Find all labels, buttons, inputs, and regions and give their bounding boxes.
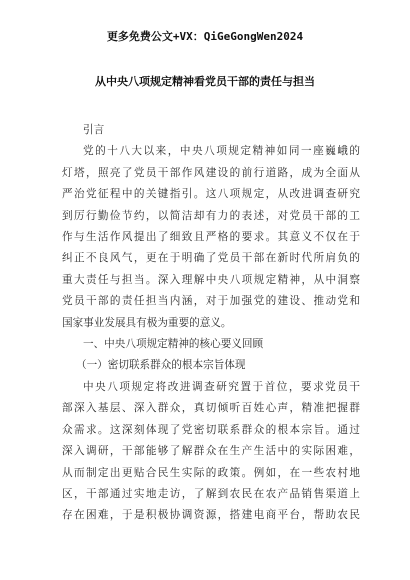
paragraph-line: 存在困难，于是积极协调资源，搭建电商平台，帮助农民: [62, 509, 360, 522]
paragraph-line: 深入调研，干部能够了解群众在生产生活中的实际困难，: [62, 445, 360, 458]
paragraph-line: 作与生活作风提出了细致且严格的要求。其意义不仅在于: [62, 231, 360, 244]
paragraph-line: 纠正不良风气，更在于明确了党员干部在新时代所肩负的: [62, 252, 360, 265]
paragraph-line: 灯塔，照亮了党员干部作风建设的前行道路，成为全面从: [62, 166, 360, 179]
intro-paragraph: [62, 141, 360, 334]
paragraph-line: 区，干部通过实地走访，了解到农民在农产品销售渠道上: [62, 487, 360, 500]
intro-heading: 引言: [83, 124, 105, 136]
paragraph-line: 从而制定出更贴合民生实际的政策。例如，在一些农村地: [62, 466, 360, 479]
page-header: 更多免费公文+VX：QiGeGongWen2024: [106, 30, 304, 43]
section-heading: 一、中央八项规定精神的核心要义回顾: [83, 338, 264, 351]
document-body: [62, 120, 360, 527]
paragraph-line: 重大责任与担当。深入理解中央八项规定精神，从中洞察: [62, 273, 360, 286]
paragraph-line: 众需求。这深刻体现了党密切联系群众的根本宗旨。通过: [62, 423, 360, 436]
paragraph-line: 部深入基层、深入群众，真切倾听百姓心声，精准把握群: [62, 402, 360, 415]
subsection-paragraph: [62, 377, 360, 527]
paragraph-line: 国家事业发展具有极为重要的意义。: [62, 316, 232, 329]
paragraph-line: 党员干部的责任担当内涵，对于加强党的建设、推动党和: [62, 295, 360, 308]
paragraph-line: 中央八项规定将改进调查研究置于首位，要求党员干: [83, 380, 360, 393]
document-title: 从中央八项规定精神看党员干部的责任与担当: [95, 75, 315, 88]
subsection-heading: （一）密切联系群众的根本宗旨体现: [76, 359, 246, 372]
paragraph-line: 严治党征程中的关键指引。这八项规定，从改进调查研究: [62, 188, 360, 201]
paragraph-line: 到厉行勤俭节约，以简洁却有力的表述，对党员干部的工: [62, 209, 360, 222]
paragraph-line: 党的十八大以来，中央八项规定精神如同一座巍峨的: [83, 145, 360, 158]
